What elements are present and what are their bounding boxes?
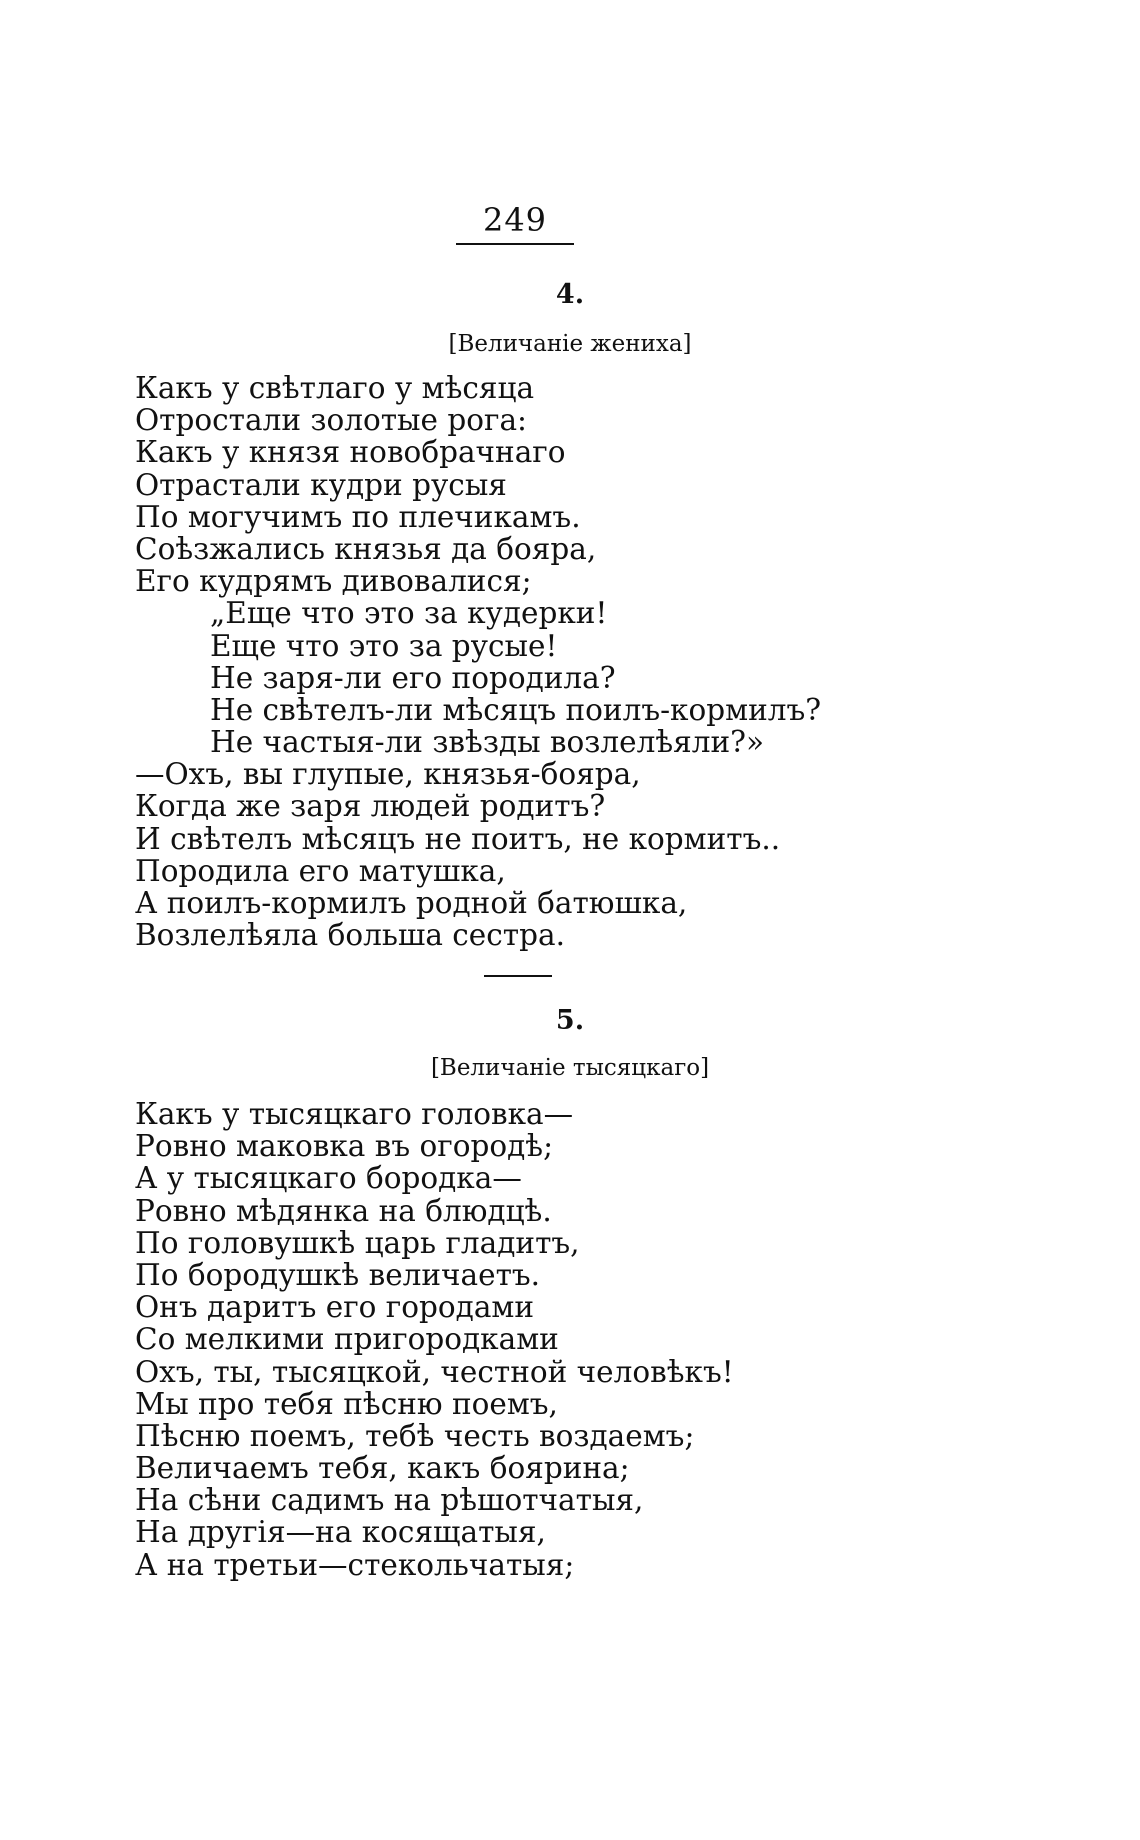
verse-line: А на третьи—стекольчатыя; <box>135 1547 575 1582</box>
verse-line: Отрастали кудри русыя <box>135 467 507 502</box>
verse-line: Величаемъ тебя, какъ боярина; <box>135 1451 630 1486</box>
verse-line: А поилъ-кормилъ родной батюшка, <box>135 886 688 920</box>
verse-line: Не заря-ли его породила? <box>210 660 616 695</box>
verse-line: —Охъ, вы глупые, князья-бояра, <box>135 757 641 792</box>
verse-line: Какъ у свѣтлаго у мѣсяца <box>135 371 535 405</box>
page-number-rule <box>456 243 574 245</box>
verse-line: Возлелѣяла больша сестра. <box>135 918 565 953</box>
verse-line: Мы про тебя пѣсню поемъ, <box>135 1386 558 1421</box>
verse-line: А у тысяцкаго бородка— <box>135 1161 522 1196</box>
verse-line: Ровно мѣдянка на блюдцѣ. <box>135 1193 552 1228</box>
verse-line: Со мелкими пригородками <box>135 1322 559 1357</box>
verse-line: Не частыя-ли звѣзды возлелѣяли?» <box>210 725 764 760</box>
section-5-verse <box>135 1098 734 1581</box>
verse-line: Породила его матушка, <box>135 853 506 888</box>
section-5-number: 5. <box>555 1005 585 1036</box>
verse-line: Его кудрямъ дивовалися; <box>135 564 532 599</box>
verse-line: Еще что это за русые! <box>210 628 558 663</box>
verse-line: Отростали золотые рога: <box>135 403 527 438</box>
verse-line: Какъ у тысяцкаго головка— <box>135 1097 574 1131</box>
verse-line: По головушкѣ царь гладитъ, <box>135 1225 580 1260</box>
verse-line: На сѣни садимъ на рѣшотчатыя, <box>135 1483 644 1518</box>
verse-line: Когда же заря людей родитъ? <box>135 789 606 824</box>
section-4-heading: [Величанiе жениха] <box>448 331 692 357</box>
verse-line: На другiя—на косящатыя, <box>135 1515 546 1550</box>
verse-line: Не свѣтелъ-ли мѣсяцъ поилъ-кормилъ? <box>210 692 822 727</box>
verse-line: Охъ, ты, тысяцкой, честной человѣкъ! <box>135 1354 734 1389</box>
verse-line: „Еще что это за кудерки! <box>210 596 608 631</box>
page-number: 249 <box>482 201 548 239</box>
verse-line: По могучимъ по плечикамъ. <box>135 499 581 534</box>
verse-line: И свѣтелъ мѣсяцъ не поитъ, не кормитъ.. <box>135 821 781 856</box>
section-4-verse <box>135 372 821 951</box>
section-4-number: 4. <box>555 279 585 310</box>
verse-line: Какъ у князя новобрачнаго <box>135 435 566 470</box>
section-5-heading: [Величанiе тысяцкаго] <box>430 1055 710 1081</box>
verse-line: По бородушкѣ величаетъ. <box>135 1257 541 1292</box>
verse-line: Онъ даритъ его городами <box>135 1290 535 1325</box>
verse-line: Соѣзжались князья да бояра, <box>135 531 597 566</box>
section-separator <box>484 975 552 977</box>
verse-line: Ровно маковка въ огородѣ; <box>135 1129 554 1164</box>
verse-line: Пѣсню поемъ, тебѣ честь воздаемъ; <box>135 1418 695 1453</box>
